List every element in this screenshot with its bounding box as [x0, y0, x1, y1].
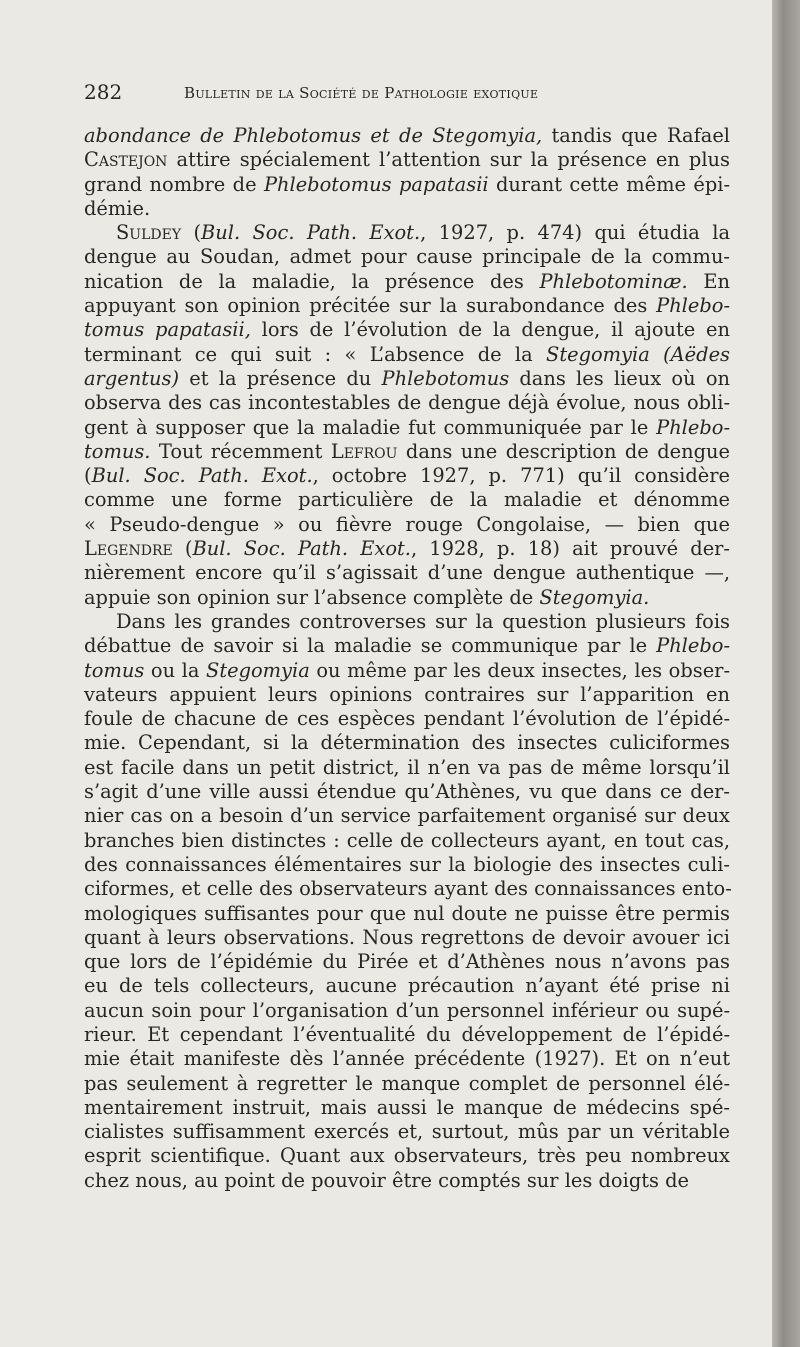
text-run: gent à supposer que la maladie fut communiquée par le [84, 415, 657, 439]
text-run: attire spécialement l’attention sur la présence en plus [167, 148, 730, 172]
text-run: cialistes suffisamment exercés et, surtout, mûs par un véritable [84, 1120, 730, 1144]
text-run: tandis que Rafael [542, 124, 730, 147]
text-run: branches bien distinctes : celle de collecteurs ayant, en tout cas, [84, 828, 730, 852]
text-run: durant cette même épi- [488, 172, 730, 196]
text-line [84, 731, 730, 755]
text-run: appuyant son opinion précitée sur la surabondance des [84, 294, 657, 318]
text-line [84, 537, 730, 561]
text-run: des connaissances élémentaires sur la biologie des insectes culi- [84, 852, 730, 876]
text-line [84, 707, 730, 731]
text-run: Bul. Soc. Path. Exot. [192, 537, 411, 561]
text-run: ( [84, 464, 92, 488]
text-run: tomus [84, 658, 145, 682]
text-line [84, 683, 730, 707]
text-run: nièrement encore qu’il s’agissait d’une dengue authentique —, [84, 561, 730, 585]
text-line [84, 173, 730, 197]
text-line [84, 318, 730, 342]
text-run: Bul. Soc. Path. Exot. [201, 221, 421, 245]
text-line [84, 610, 730, 634]
text-run: « Pseudo-dengue » ou fièvre rouge Congolaise, — bien que [84, 512, 730, 536]
text-run: Stegomyia [206, 658, 310, 682]
text-run: mie était manifeste dès l’année précédente (1927). Et on n’eut [84, 1047, 730, 1071]
text-line [84, 464, 730, 488]
text-line [84, 853, 730, 877]
text-line [84, 756, 730, 780]
text-run: esprit scientifique. Quant aux observateurs, très peu nombreux [84, 1144, 730, 1168]
text-line [84, 1144, 730, 1168]
text-line [84, 1023, 730, 1047]
text-line [84, 1072, 730, 1096]
text-run: grand nombre de [84, 172, 264, 196]
text-run: démie. [84, 196, 151, 220]
text-run: argentus) [84, 366, 180, 390]
text-run: Legendre [84, 537, 173, 561]
text-run: tomus papatasii, [84, 318, 251, 342]
text-line [84, 877, 730, 901]
text-line [84, 221, 730, 245]
text-run: lors de l’évolution de la dengue, il ajoute en [250, 318, 730, 342]
text-run: dengue au Soudan, admet pour cause principale de la commu- [84, 245, 730, 269]
text-line [84, 999, 730, 1023]
text-line [84, 245, 730, 269]
text-run: ( [181, 221, 202, 245]
text-run: Castejon [84, 148, 168, 172]
text-run: observa des cas incontestables de dengue déjà évolue, nous obli- [84, 391, 730, 415]
text-run: vateurs appuient leurs opinions contraires sur l’apparition en [84, 682, 730, 706]
text-line [84, 440, 730, 464]
text-line [84, 950, 730, 974]
text-line [84, 659, 730, 683]
text-run: Phlebotominæ. [539, 269, 688, 293]
text-run: Suldey [116, 221, 182, 245]
text-line [84, 270, 730, 294]
text-line [84, 586, 730, 610]
text-run: Dans les grandes controverses sur la question plusieurs fois [116, 609, 730, 633]
text-run: Phlebotomus papatasii [263, 172, 489, 196]
text-run: foule de chacune de ces espèces pendant l’évolution de l’épidé- [84, 707, 730, 731]
page-edge-shadow [772, 0, 800, 1347]
text-run: que lors de l’épidémie du Pirée et d’Athènes nous n’avons pas [84, 950, 730, 974]
text-run: Stegomyia (Aëdes [546, 342, 730, 366]
text-line [84, 1169, 730, 1193]
text-run: , octobre 1927, p. 771) qu’il considère [312, 464, 730, 488]
text-run: débattue de savoir si la maladie se communique par le [84, 634, 657, 658]
text-line [84, 926, 730, 950]
text-line [84, 634, 730, 658]
text-line [84, 829, 730, 853]
text-run: eu de tels collecteurs, aucune précaution n’ayant été prise ni [84, 974, 730, 998]
text-run: Tout récemment [150, 439, 331, 463]
text-run: ou même par les deux insectes, les obser- [309, 658, 730, 682]
text-run: , 1928, p. 18) ait prouvé der- [410, 537, 730, 561]
text-line [84, 294, 730, 318]
text-line [84, 974, 730, 998]
text-run: mologiques suffisantes pour que nul doute ne puisse être permis [84, 901, 730, 925]
text-run: nier cas on a besoin d’un service parfaitement organisé sur deux [84, 804, 730, 828]
text-run: , 1927, p. 474) qui étudia la [420, 221, 731, 245]
text-line [84, 1096, 730, 1120]
text-line [84, 1047, 730, 1071]
text-run: Lefrou [330, 439, 398, 463]
text-line [84, 488, 730, 512]
text-run: aucun soin pour l’organisation d’un personnel inférieur ou supé- [84, 998, 730, 1022]
text-run: Phlebo- [656, 294, 730, 318]
text-run: mie. Cependant, si la détermination des insectes culiciformes [84, 731, 730, 755]
text-line [84, 804, 730, 828]
text-run: terminant ce qui suit : « L’absence de la [84, 342, 547, 366]
text-run: ciformes, et celle des observateurs ayant des connaissances ento- [84, 877, 732, 901]
text-run: quant à leurs observations. Nous regrettons de devoir avouer ici [84, 925, 730, 949]
text-run: tomus. [84, 439, 151, 463]
text-line [84, 367, 730, 391]
text-line [84, 1120, 730, 1144]
text-run: abondance de Phlebotomus et de Stegomyia, [84, 124, 543, 147]
text-line [84, 124, 730, 148]
text-run: Phlebotomus [381, 366, 510, 390]
text-run: dans les lieux où on [509, 366, 730, 390]
text-run: rieur. Et cependant l’éventualité du développement de l’épidé- [84, 1022, 730, 1046]
text-run: dans une description de dengue [397, 439, 730, 463]
text-run: Phlebo- [656, 634, 730, 658]
page-number: 282 [84, 80, 123, 104]
text-run: ( [172, 537, 193, 561]
text-line [84, 343, 730, 367]
text-run: Phlebo- [656, 415, 730, 439]
text-line [84, 561, 730, 585]
text-run: mentairement instruit, mais aussi le manque de médecins spé- [84, 1095, 730, 1119]
text-run: Bul. Soc. Path. Exot. [91, 464, 313, 488]
text-run: comme une forme particulière de la maladie et dénomme [84, 488, 730, 512]
page-header [84, 80, 730, 112]
text-run: s’agit d’une ville aussi étendue qu’Athènes, vu que dans ce der- [84, 780, 730, 804]
text-run: nication de la maladie, la présence des [84, 269, 540, 293]
text-run: Stegomyia. [539, 585, 650, 609]
text-run: est facile dans un petit district, il n’en va pas de même lorsqu’il [84, 755, 730, 779]
text-run: pas seulement à regretter le manque complet de personnel élé- [84, 1071, 730, 1095]
text-line [84, 780, 730, 804]
text-line [84, 197, 730, 221]
text-run: chez nous, au point de pouvoir être comptés sur les doigts de [84, 1168, 690, 1192]
text-run: et la présence du [179, 366, 382, 390]
text-line [84, 148, 730, 172]
body-text [84, 124, 730, 1193]
text-run: appuie son opinion sur l’absence complète de [84, 585, 540, 609]
running-title: Bulletin de la Société de Pathologie exotique [184, 84, 539, 102]
text-run: ou la [144, 658, 207, 682]
text-line [84, 391, 730, 415]
text-run: En [687, 269, 730, 293]
text-line [84, 513, 730, 537]
text-line [84, 902, 730, 926]
text-line [84, 416, 730, 440]
